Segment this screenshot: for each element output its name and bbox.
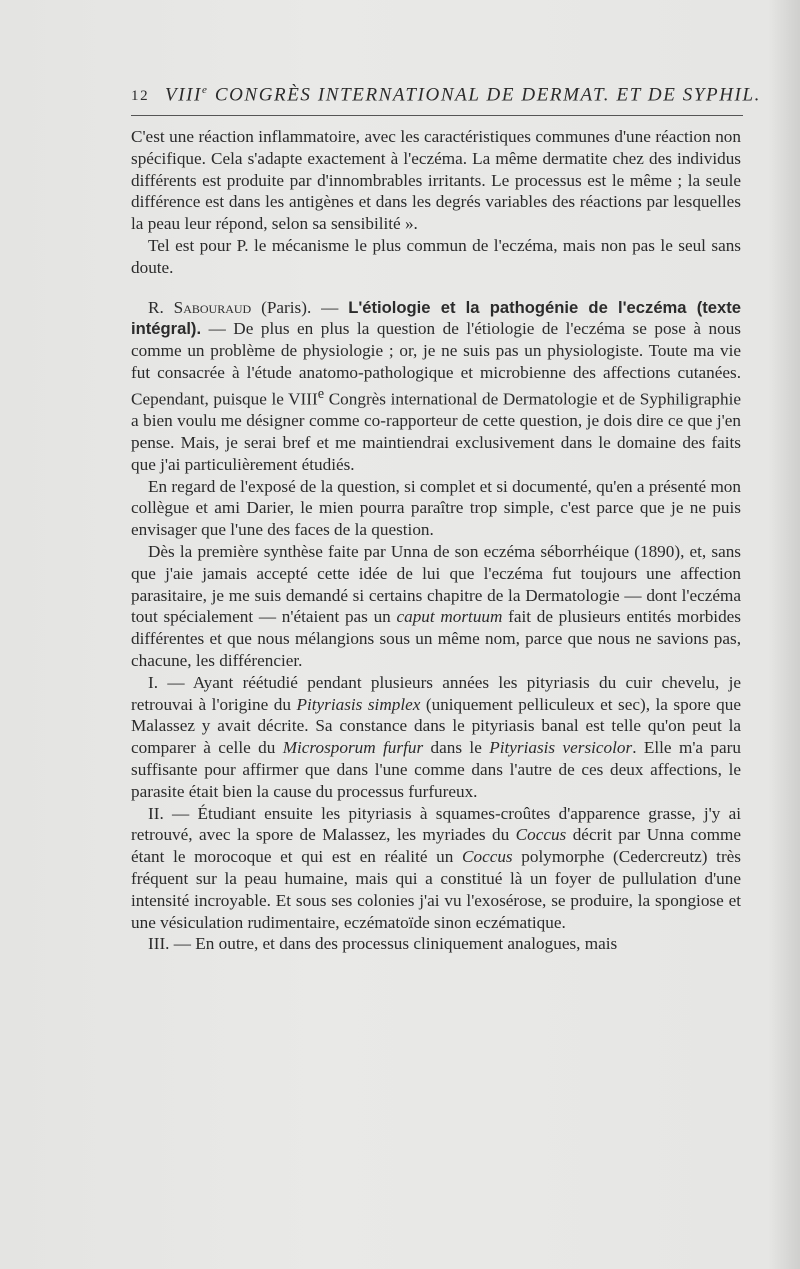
text-run: fait de plusieurs entités morbides différentes et que nous mélangions sous un même nom, parce que nous ne savions pas, chacune, les différencier. (131, 607, 741, 671)
italic-term: Coccus (515, 825, 567, 845)
paragraph-body-end: Congrès international de Dermatologie et de Syphiligraphie a bien voulu me désigner comme co-rapporteur de cette question, je dois dire ce que j'en pense. Mais, je serai bref et me maintiendrai exclusivement dans le domaine des faits que j'ai particulièrement étudiés. (131, 389, 741, 474)
text-run: polymorphe (Cedercreutz) très fréquent sur la peau humaine, mais qui a constitué là un foyer de pullulation d'une intensité incroyable. Et sous ses colonies j'ai vu l'exosérose, se produire, la spongiose et une vésiculation rudimentaire, eczématoïde sinon eczématique. (131, 847, 741, 932)
paragraph (131, 541, 741, 672)
text-run: (uniquement pelliculeux et sec), la spore que Malassez y avait décrite. Sa constance dans le pityriasis banal est telle qu'on peut la comparer à celle du (131, 694, 741, 758)
italic-term: Microsporum furfur (282, 738, 424, 758)
italic-term: caput mortuum (396, 607, 503, 627)
header-rule (131, 115, 743, 116)
text-run: I. — Ayant réétudié pendant plusieurs années les pityriasis du cuir chevelu, je retrouvai à l'origine du (131, 672, 741, 714)
author-city: (Paris). — (251, 297, 349, 317)
italic-term: Pityriasis versicolor (489, 738, 633, 758)
text-run: II. — Étudiant ensuite les pityriasis à squames-croûtes d'apparence grasse, j'y ai retrouvé, avec la spore de Malassez, les myriades du (131, 803, 741, 845)
author-initial: R. (148, 297, 174, 317)
superscript: e (317, 385, 325, 402)
text-run: décrit par Unna comme étant le morocoque et qui est en réalité un (131, 825, 742, 867)
body-text (131, 126, 741, 955)
text-run: Dès la première synthèse faite par Unna de son eczéma séborrhéique (1890), et, sans que j'aie jamais accepté cette idée de lui que l'eczéma fut toujours une affection parasitaire, je me suis demandé si certains chapitre de la Dermatologie — dont l'eczéma tout spécialement — n'étaient pas un (131, 542, 741, 627)
paragraph-sabouraud (131, 297, 741, 476)
italic-term: Pityriasis simplex (296, 694, 421, 714)
title-rest: CONGRÈS INTERNATIONAL DE DERMAT. ET DE SYPHIL. (208, 84, 761, 106)
paragraph: III. — En outre, et dans des processus cliniquement analogues, mais (148, 934, 618, 954)
paragraph-body: — De plus en plus la question de l'étiologie de l'eczéma se pose à nous comme un problème de physiologie ; or, je ne suis pas un physiologiste. Toute ma vie fut consacrée à l'étude anatomo-pathologique et microbienne des affections cutanées. Cependant, puisque le VIII (131, 319, 741, 409)
paragraph (131, 672, 741, 803)
paragraph: En regard de l'exposé de la question, si complet et si documenté, qu'en a présenté mon collègue et ami Darier, le mien pourra paraître trop simple, c'est parce que je ne puis envisager que l'une des faces de la question. (131, 476, 741, 540)
italic-term: Coccus (462, 847, 513, 867)
paragraph (131, 803, 741, 934)
text-run: dans le (423, 738, 490, 758)
author-name: Sabouraud (173, 297, 252, 317)
running-title (165, 84, 761, 106)
title-superscript: e (202, 84, 209, 96)
title-prefix: VIII (165, 84, 202, 106)
article-title: L'étiologie et la pathogénie de l'eczéma (texte intégral). (131, 297, 741, 339)
page-number: 12 (131, 88, 150, 104)
paragraph: C'est une réaction inflammatoire, avec les caractéristiques communes d'une réaction non spécifique. Cela s'adapte exactement à l'eczéma. La même dermatite chez des individus différents est produite par d'innombrables irritants. Le processus est le même ; la seule différence est dans les antigènes et dans les degrés variables des réactions par lesquelles la peau leur répond, selon sa sensibilité ». (131, 127, 741, 234)
running-header (131, 84, 761, 112)
text-run: . Elle m'a paru suffisante pour affirmer que dans l'une comme dans l'autre de ces deux affections, le parasite était bien la cause du processus furfureux. (131, 738, 741, 801)
paragraph: Tel est pour P. le mécanisme le plus commun de l'eczéma, mais non pas le seul sans doute. (131, 235, 741, 277)
